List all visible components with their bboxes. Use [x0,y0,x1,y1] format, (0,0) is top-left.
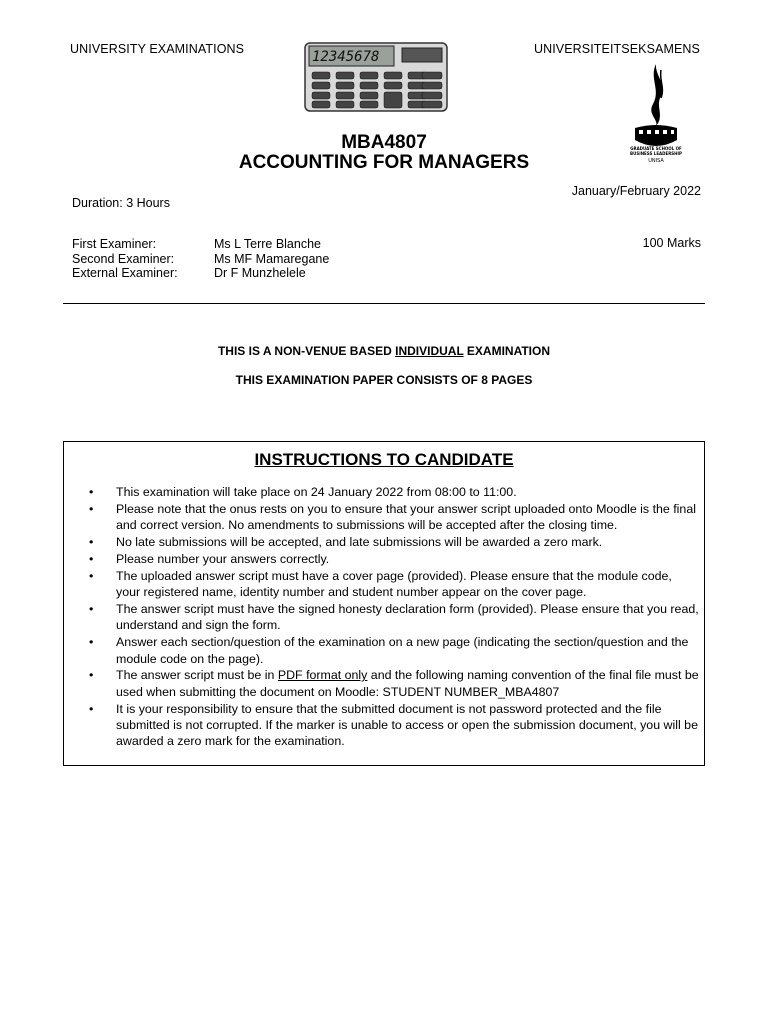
item-text: and the following naming convention of the final file must be used when submitting the document on Moodle: STUDENT NUMBER_MBA4807 [116,668,699,699]
item-text: The answer script must be in [116,668,278,683]
item-text: This examination will take place on 24 January 2022 from 08:00 to 11:00. [116,485,517,499]
instructions-box [63,441,705,766]
item-text: No late submissions will be accepted, and late submissions will be awarded a zero mark. [116,535,603,550]
list-item [89,634,699,667]
logo-line-3: UNISA [648,158,664,164]
course-code: MBA4807 [341,132,427,153]
list-item [89,601,699,634]
examiner-role: First Examiner: [72,237,157,251]
bullet: • [89,551,94,566]
exam-type-notice [0,344,768,358]
duration: Duration: 3 Hours [72,196,170,210]
item-text: Answer each section/question of the examination on a new page (indicating the section/question and the module code on the page). [116,635,689,666]
bullet: • [89,485,94,499]
notice-text: EXAMINATION [463,344,551,358]
bullet: • [89,701,94,716]
bullet: • [89,668,94,683]
item-underlined: PDF format only [277,668,368,683]
item-text: The uploaded answer script must have a cover page (provided). Please ensure that the module code, your registered name, identity number and student number appear on the cover page. [116,568,672,600]
calculator-display: 12345678 [312,49,380,65]
divider [63,303,705,304]
item-text: Please note that the onus rests on you to ensure that your answer script uploaded onto Moodle is the final and correct version. No amendments to submissions will be accepted after the closing time. [116,501,696,533]
list-item [89,534,699,550]
header-left: UNIVERSITY EXAMINATIONS [70,42,245,56]
logo-line-1: GRADUATE SCHOOL OF [630,146,682,151]
examiner-role: Second Examiner: [72,252,175,266]
bullet: • [89,635,94,650]
item-text: The answer script must have the signed honesty declaration form (provided). Please ensure that you read, understand and sign the form. [116,602,699,633]
list-item [89,568,699,601]
bullet: • [89,568,94,583]
instructions-list [89,484,699,750]
notice-text: THIS IS A NON-VENUE BASED [217,344,396,358]
calculator-image [304,42,448,112]
total-marks: 100 Marks [642,236,701,250]
examiner-name: Ms L Terre Blanche [214,237,321,251]
examiner-role: External Examiner: [72,266,178,280]
bullet: • [89,535,94,550]
bullet: • [89,602,94,617]
instructions-title: INSTRUCTIONS TO CANDIDATE [254,450,514,469]
list-item [89,667,699,700]
list-item [89,484,699,500]
list-item [89,701,699,750]
page-count-notice: THIS EXAMINATION PAPER CONSISTS OF 8 PAGES [235,373,533,387]
examiner-name: Ms MF Mamaregane [214,252,330,266]
item-text: Please number your answers correctly. [116,551,330,566]
logo-line-2: BUSINESS LEADERSHIP [630,151,682,156]
notice-underlined: INDIVIDUAL [395,344,464,358]
session-date: January/February 2022 [571,184,701,198]
course-name: ACCOUNTING FOR MANAGERS [238,152,530,173]
list-item [89,501,699,534]
bullet: • [89,501,94,516]
item-text: It is your responsibility to ensure that the submitted document is not password protected and the file submitted is not corrupted. If the marker is unable to access or open the submission document, you will be awarded a zero mark for the examination. [116,701,698,749]
list-item [89,551,699,567]
examiner-name: Dr F Munzhelele [214,266,306,280]
header-right: UNIVERSITEITSEKSAMENS [533,42,700,56]
